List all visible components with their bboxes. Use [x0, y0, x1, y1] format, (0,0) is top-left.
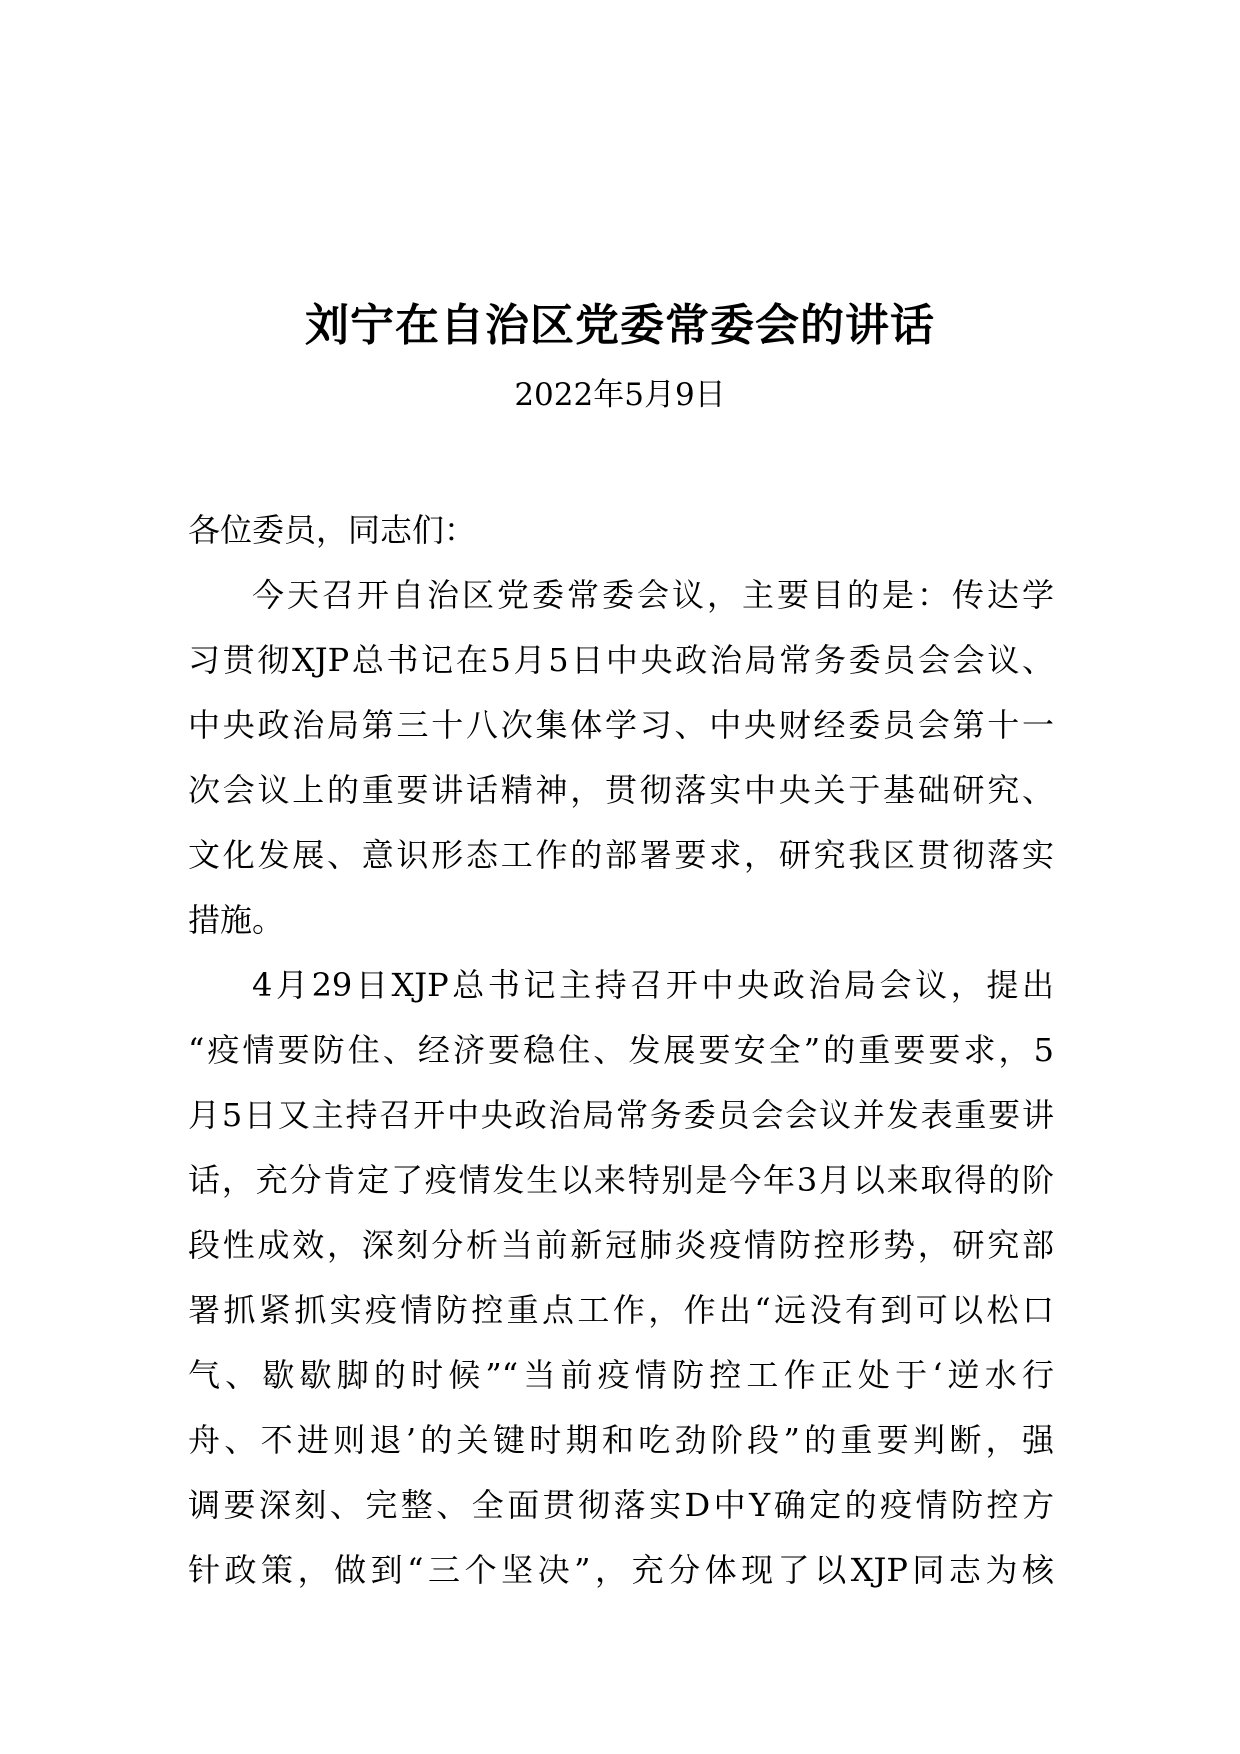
document-body [188, 498, 1054, 1603]
paragraph-line: 文化发展、意识形态工作的部署要求，研究我区贯彻落实 [188, 836, 1054, 874]
paragraph-line: 中央政治局第三十八次集体学习、中央财经委员会第十一 [188, 706, 1054, 744]
paragraph-line: 气、歇歇脚的时候”“当前疫情防控工作正处于‘逆水行 [188, 1356, 1054, 1394]
paragraph-line: 调要深刻、完整、全面贯彻落实D中Y确定的疫情防控方 [188, 1486, 1054, 1524]
paragraph-line: 话，充分肯定了疫情发生以来特别是今年3月以来取得的阶 [188, 1161, 1054, 1199]
paragraph-line: 习贯彻XJP总书记在5月5日中央政治局常务委员会会议、 [188, 641, 1054, 679]
paragraph-line: 段性成效，深刻分析当前新冠肺炎疫情防控形势，研究部 [188, 1226, 1054, 1264]
paragraph-line: 舟、不进则退’的关键时期和吃劲阶段”的重要判断，强 [188, 1421, 1054, 1459]
paragraph-line: 次会议上的重要讲话精神，贯彻落实中央关于基础研究、 [188, 771, 1054, 809]
document-date: 2022年5月9日 [514, 377, 726, 413]
paragraph-line: 署抓紧抓实疫情防控重点工作，作出“远没有到可以松口 [188, 1291, 1054, 1329]
salutation: 各位委员，同志们： [188, 511, 477, 549]
document-title: 刘宁在自治区党委常委会的讲话 [305, 300, 935, 351]
paragraph-line: 4月29日XJP总书记主持召开中央政治局会议，提出 [252, 966, 1054, 1004]
paragraph-line: 措施。 [188, 901, 285, 939]
paragraph-line: “疫情要防住、经济要稳住、发展要安全”的重要要求，5 [188, 1031, 1054, 1069]
paragraph-2 [188, 953, 1054, 1603]
paragraph-line: 月5日又主持召开中央政治局常务委员会会议并发表重要讲 [188, 1096, 1054, 1134]
paragraph-1 [188, 563, 1054, 953]
paragraph-line: 针政策，做到“三个坚决”，充分体现了以XJP同志为核 [188, 1551, 1054, 1589]
paragraph-line: 今天召开自治区党委常委会议，主要目的是：传达学 [252, 576, 1054, 614]
